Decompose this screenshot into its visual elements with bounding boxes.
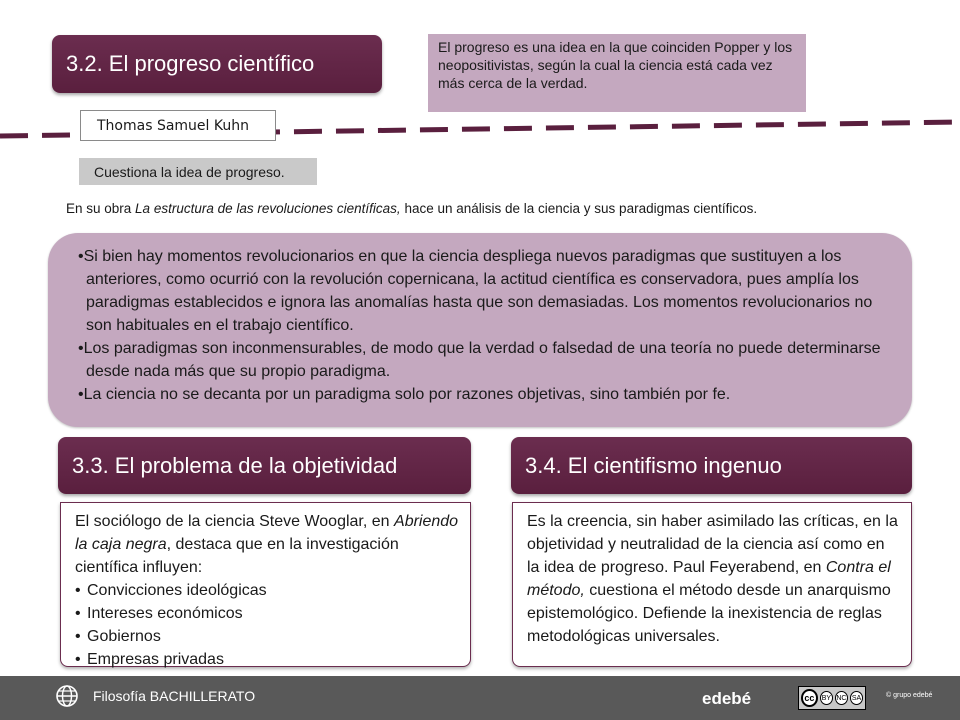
copyright-text: © grupo edebé	[886, 692, 933, 699]
section-3-4-title-text: 3.4. El cientifismo ingenuo	[525, 452, 782, 478]
bullet: •	[75, 628, 81, 645]
work-prefix: En su obra	[66, 201, 136, 216]
list-item	[75, 579, 460, 602]
list-item	[75, 602, 460, 625]
progress-quote-text: El progreso es una idea en la que coinciden Popper y los neopositivistas, según la cual la ciencia está cada vez más cerca de la verdad.	[438, 39, 793, 91]
list-item	[75, 648, 460, 671]
work-suffix: hace un análisis de la ciencia y sus paradigmas científicos.	[400, 201, 758, 216]
cc-icon: cc	[801, 689, 818, 707]
bullet: •	[75, 605, 81, 622]
scientism-content-box	[512, 502, 912, 667]
scientism-text-2: cuestiona el método desde un anarquismo epistemológico. Defiende la inexistencia de reglas metodológicas universales.	[527, 582, 891, 645]
edebe-logo: edebé	[702, 689, 752, 708]
intro-prefix: El sociólogo de la ciencia Steve Wooglar, en	[75, 513, 395, 530]
objectivity-intro	[75, 510, 460, 579]
bullet: •	[78, 386, 84, 403]
progress-quote-box	[428, 34, 806, 112]
cc-sa-icon: SA	[850, 691, 863, 705]
intro-book: Abriendo la caja negra	[75, 513, 459, 553]
kuhn-point-3	[78, 383, 882, 406]
bullet: •	[78, 340, 84, 357]
footer-bar	[0, 676, 960, 720]
section-3-4-title	[511, 437, 912, 494]
subject-label: Filosofía BACHILLERATO	[93, 688, 256, 704]
kuhn-point-1-text: Si bien hay momentos revolucionarios en que la ciencia despliega nuevos paradigmas que sustituyen a los anteriores, como ocurrió con la revolución copernicana, la actitud científica es conservadora, pues amplía los paradigmas establecidos e ignora las anomalías hasta que son demasiadas. Los momentos revolucionarios no son habituales en el trabajo científico.	[83, 248, 873, 334]
list-item-text: Empresas privadas	[87, 651, 224, 668]
list-item-text: Intereses económicos	[87, 605, 243, 622]
section-3-2-title	[52, 35, 382, 93]
kuhn-point-2-text: Los paradigmas son inconmensurables, de modo que la verdad o falsedad de una teoría no puede determinarse desde nada más que su propio paradigma.	[83, 340, 881, 380]
list-item-text: Convicciones ideológicas	[87, 582, 267, 599]
intro-suffix: , destaca que en la investigación científica influyen:	[75, 536, 399, 576]
author-kuhn-box	[80, 110, 276, 141]
scientism-book: Contra el método,	[527, 559, 891, 599]
bullet: •	[75, 651, 81, 668]
section-3-3-title	[58, 437, 471, 494]
section-3-2-title-text: 3.2. El progreso científico	[66, 51, 315, 76]
kuhn-points-box	[48, 233, 912, 427]
bullet: •	[75, 582, 81, 599]
kuhn-point-1	[78, 245, 882, 337]
globe-icon[interactable]	[55, 684, 79, 708]
list-item	[75, 625, 460, 648]
section-3-3-title-text: 3.3. El problema de la objetividad	[72, 452, 398, 478]
cc-license-badge[interactable]	[798, 686, 866, 710]
kuhn-question-text: Cuestiona la idea de progreso.	[94, 163, 285, 180]
bullet: •	[78, 248, 84, 265]
scientism-text-1: Es la creencia, sin haber asimilado las críticas, en la objetividad y neutralidad de la ciencia así como en la idea de progreso. Paul Feyerabend, en	[527, 513, 898, 576]
author-kuhn-name: Thomas Samuel Kuhn	[97, 117, 249, 134]
cc-nc-icon: NC	[835, 691, 848, 705]
list-item-text: Gobiernos	[87, 628, 161, 645]
cc-by-icon: BY	[820, 691, 833, 705]
kuhn-point-2	[78, 337, 882, 383]
objectivity-content-box	[60, 502, 471, 667]
kuhn-question-box	[79, 158, 317, 185]
kuhn-work-description	[66, 201, 946, 216]
work-title: La estructura de las revoluciones científicas,	[135, 201, 401, 216]
kuhn-point-3-text: La ciencia no se decanta por un paradigma solo por razones objetivas, sino también por fe.	[83, 386, 731, 403]
